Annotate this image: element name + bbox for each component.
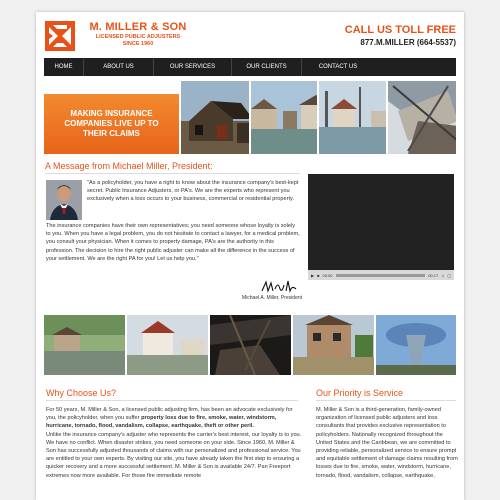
signature-name: Michael A. Miller, President: [242, 295, 303, 301]
phone-block: [345, 24, 456, 47]
flooded-houses-photo: [319, 81, 387, 154]
video-player[interactable]: [308, 174, 454, 280]
play-icon[interactable]: ▶: [311, 272, 315, 278]
nav-our-services[interactable]: OUR SERVICES: [154, 58, 232, 76]
photo-strip: [44, 315, 456, 375]
brand-line-2: SINCE 1960: [122, 41, 154, 47]
brand-block: [83, 21, 193, 48]
priority-title: Our Priority is Service: [316, 388, 404, 398]
fullscreen-icon[interactable]: ▢: [447, 272, 451, 278]
burned-house-photo: [181, 81, 249, 154]
video-time-current: 00:00: [322, 272, 333, 278]
nav-contact-us[interactable]: CONTACT US: [318, 64, 358, 70]
logo-icon[interactable]: [45, 21, 75, 51]
page-container: [36, 12, 464, 500]
flooded-neighborhood-photo: [44, 315, 125, 375]
flooded-building-photo: [293, 315, 374, 375]
message-divider: [45, 173, 300, 174]
why-intro: For 50 years, M. Miller & Son, a licensed public adjusting firm, has been an advocate exclusively for you, the policyholder, when you suffer: [46, 407, 293, 422]
video-controls: [308, 270, 454, 280]
banner-headline: MAKING INSURANCE COMPANIES LIVE UP TO THEIR CLAIMS: [44, 94, 179, 154]
nav-home[interactable]: HOME: [44, 58, 84, 76]
message-body: The insurance companies have their own representatives; you need someone whose loyalty is solely to you. When you have a legal problem, you do not hesitate to contact a lawyer, for a medical problem, you consult your physician. When it comes to property damage, PA's are the authority in this profession. The decision to hire the right public adjuster can make all the difference in the success of your settlement. We are the right PA for you! Let us help you.": [46, 223, 300, 262]
why-divider: [46, 400, 298, 401]
brand-name: M. MILLER & SON: [89, 21, 187, 33]
hero-banner: [44, 81, 456, 154]
why-paragraph-2: Unlike the insurance company's adjuster who represents the carrier's best interest, our loyalty is to you. We have no conflict. When disaster strikes, you need someone on your side. Since 1960, M. Miller & Son has successfully adjusted thousands of claims with our personalized and professional service. You are entitled to your own experts. By visiting our site, you have already taken the first step to ensuring a quicker recovery and a more successful settlement. M. Miller & Son is available 24/7. Pan Freeport extremes now more available. For those fire immediate remote: [46, 431, 302, 479]
president-quote: "As a policyholder, you have a right to know about the insurance company's best-kept secret. Public Insurance Adjusters, or PA's. We are the experts who represent you exclusively when a loss occurs to your business, commercial or residential property.: [87, 180, 299, 203]
tornado-photo: [376, 315, 456, 375]
video-time-total: 00:17: [428, 272, 439, 278]
flooded-home-photo: [127, 315, 208, 375]
nav-about-us[interactable]: ABOUT US: [84, 58, 154, 76]
message-title: A Message from Michael Miller, President:: [45, 161, 213, 171]
brand-tagline: [83, 34, 193, 48]
priority-text: M. Miller & Son is a third-generation, family-owned organization of licensed public adjusters and loss consultants that provides exclusive representation to policyholders. Nationally recognized throughout the United States and the Caribbean, we are committed to providing reliable, personalized service to ensure prompt and equitable settlement of damage claims resulting from losses due to fire, smoke, water, windstorm, hurricane, tornado, flood, vandalism, collapse, earthquake,: [316, 407, 458, 479]
main-nav: [44, 58, 456, 76]
stop-icon[interactable]: ■: [317, 272, 320, 278]
call-label: CALL US TOLL FREE: [344, 24, 456, 36]
signature-image: [260, 279, 298, 295]
site-header: [36, 12, 464, 57]
why-perils: property loss due to fire, smoke, water, windstorm, hurricane, tornado, flood, vandalism, collapse, earthquake, theft or other peril.: [46, 415, 277, 430]
why-choose-us-title: Why Choose Us?: [46, 388, 117, 398]
video-progress-track[interactable]: [336, 274, 426, 277]
flooded-street-photo: [251, 81, 317, 154]
president-portrait: [46, 180, 82, 220]
collapsed-roof-photo: [388, 81, 456, 154]
brand-line-1: LICENSED PUBLIC ADJUSTERS: [95, 34, 181, 40]
phone-number[interactable]: 877.M.MILLER (664-5537): [360, 38, 456, 47]
fire-damage-interior-photo: [210, 315, 291, 375]
why-choose-us-text: [46, 406, 304, 480]
priority-divider: [316, 400, 456, 401]
nav-our-clients[interactable]: OUR CLIENTS: [232, 58, 302, 76]
volume-icon[interactable]: ♫: [441, 272, 445, 278]
